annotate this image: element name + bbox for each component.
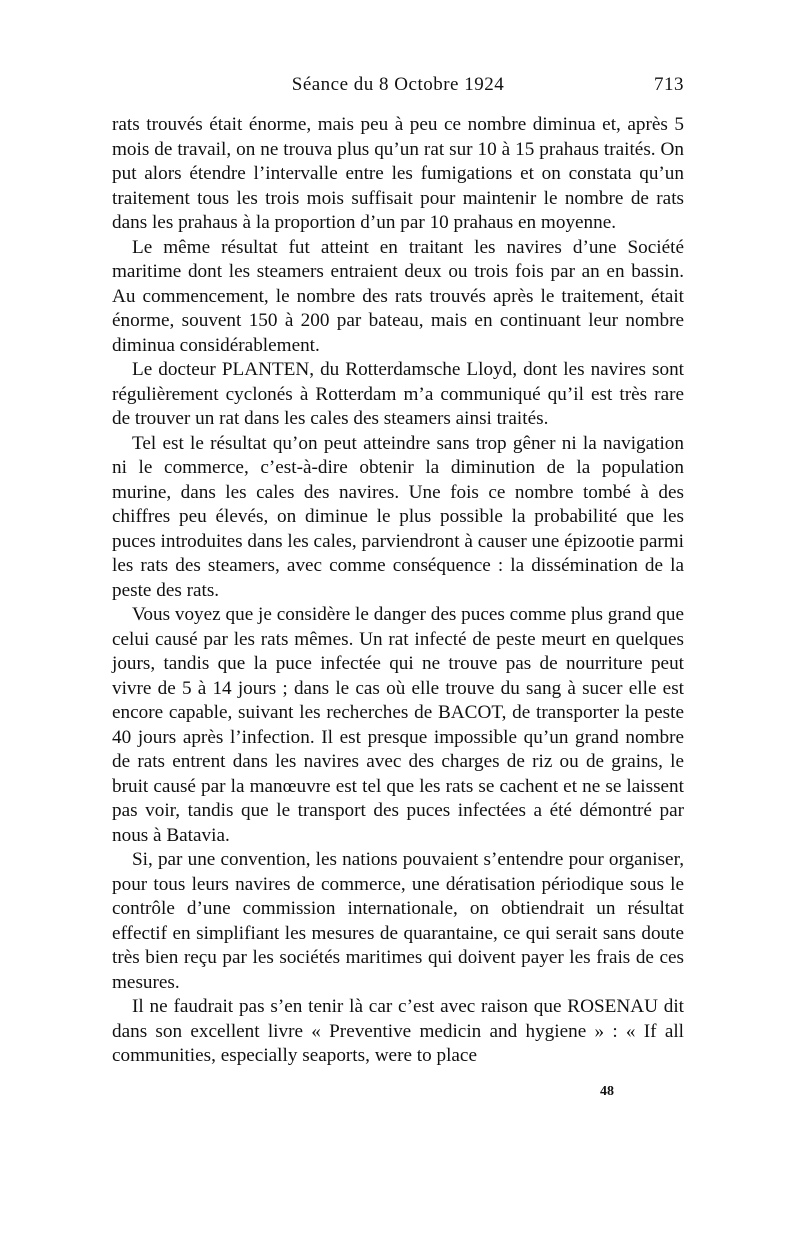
paragraph: Tel est le résultat qu’on peut atteindre sans trop gêner ni la navigation ni le commerce, c’est-à-dire obtenir la diminution de la population murine, dans les cales des navires. Une fois ce nombre tombé à des chiffres peu élevés, on diminue le plus possible la probabilité que les puces introduites dans les cales, parviendront à causer une épizootie parmi les rats des steamers, avec comme conséquence : la dissémination de la peste des rats. <box>112 432 684 601</box>
paragraph: Vous voyez que je considère le danger des puces comme plus grand que celui causé par les rats mêmes. Un rat infecté de peste meurt en quelques jours, tandis que la puce infectée qui ne trouve pas de nourriture peut vivre de 5 à 14 jours ; dans le cas où elle trouve du sang à sucer elle est encore capable, suivant les recherches de BACOT, de transporter la peste 40 jours après l’infection. Il est presque impossible qu’un grand nombre de rats entrent dans les navires avec des charges de riz ou de grains, le bruit causé par la manœuvre est tel que les rats se cachent et ne se laissent pas voir, tandis que le transport des puces infectées a été démontré par nous à Batavia. <box>112 604 684 846</box>
paragraph: Le même résultat fut atteint en traitant les navires d’une Société maritime dont les steamers entraient deux ou trois fois par an en bassin. Au commencement, le nombre des rats trouvés après le traitement, était énorme, souvent 150 à 200 par bateau, mais en continuant leur nombre diminua considérablement. <box>112 236 684 356</box>
body-text <box>112 113 684 1069</box>
signature-mark: 48 <box>600 1084 614 1099</box>
paragraph: Le docteur PLANTEN, du Rotterdamsche Lloyd, dont les navires sont régulièrement cyclonés à Rotterdam m’a communiqué qu’il est très rare de trouver un rat dans les cales des steamers ainsi traités. <box>112 359 684 429</box>
paragraph: Il ne faudrait pas s’en tenir là car c’est avec raison que ROSENAU dit dans son excellent livre « Preventive medicin and hygiene » : « If all communities, especially seaports, were to place <box>112 996 684 1066</box>
running-title: Séance du 8 Octobre 1924 <box>291 74 505 95</box>
running-header <box>112 74 684 100</box>
paragraph: rats trouvés était énorme, mais peu à peu ce nombre diminua et, après 5 mois de travail, on ne trouva plus qu’un rat sur 10 à 15 prahaus traités. On put alors étendre l’intervalle entre les fumigations et on constata qu’un traitement tous les trois mois suffisait pour maintenir le nombre de rats dans les prahaus à la proportion d’un par 10 prahaus en moyenne. <box>112 114 684 233</box>
page-number: 713 <box>654 74 684 95</box>
paragraph: Si, par une convention, les nations pouvaient s’entendre pour organiser, pour tous leurs navires de commerce, une dératisation périodique sous le contrôle d’une commission internationale, on obtiendrait un résultat effectif en simplifiant les mesures de quarantaine, ce qui serait sans doute très bien reçu par les sociétés maritimes qui doivent payer les frais de ces mesures. <box>112 849 684 993</box>
